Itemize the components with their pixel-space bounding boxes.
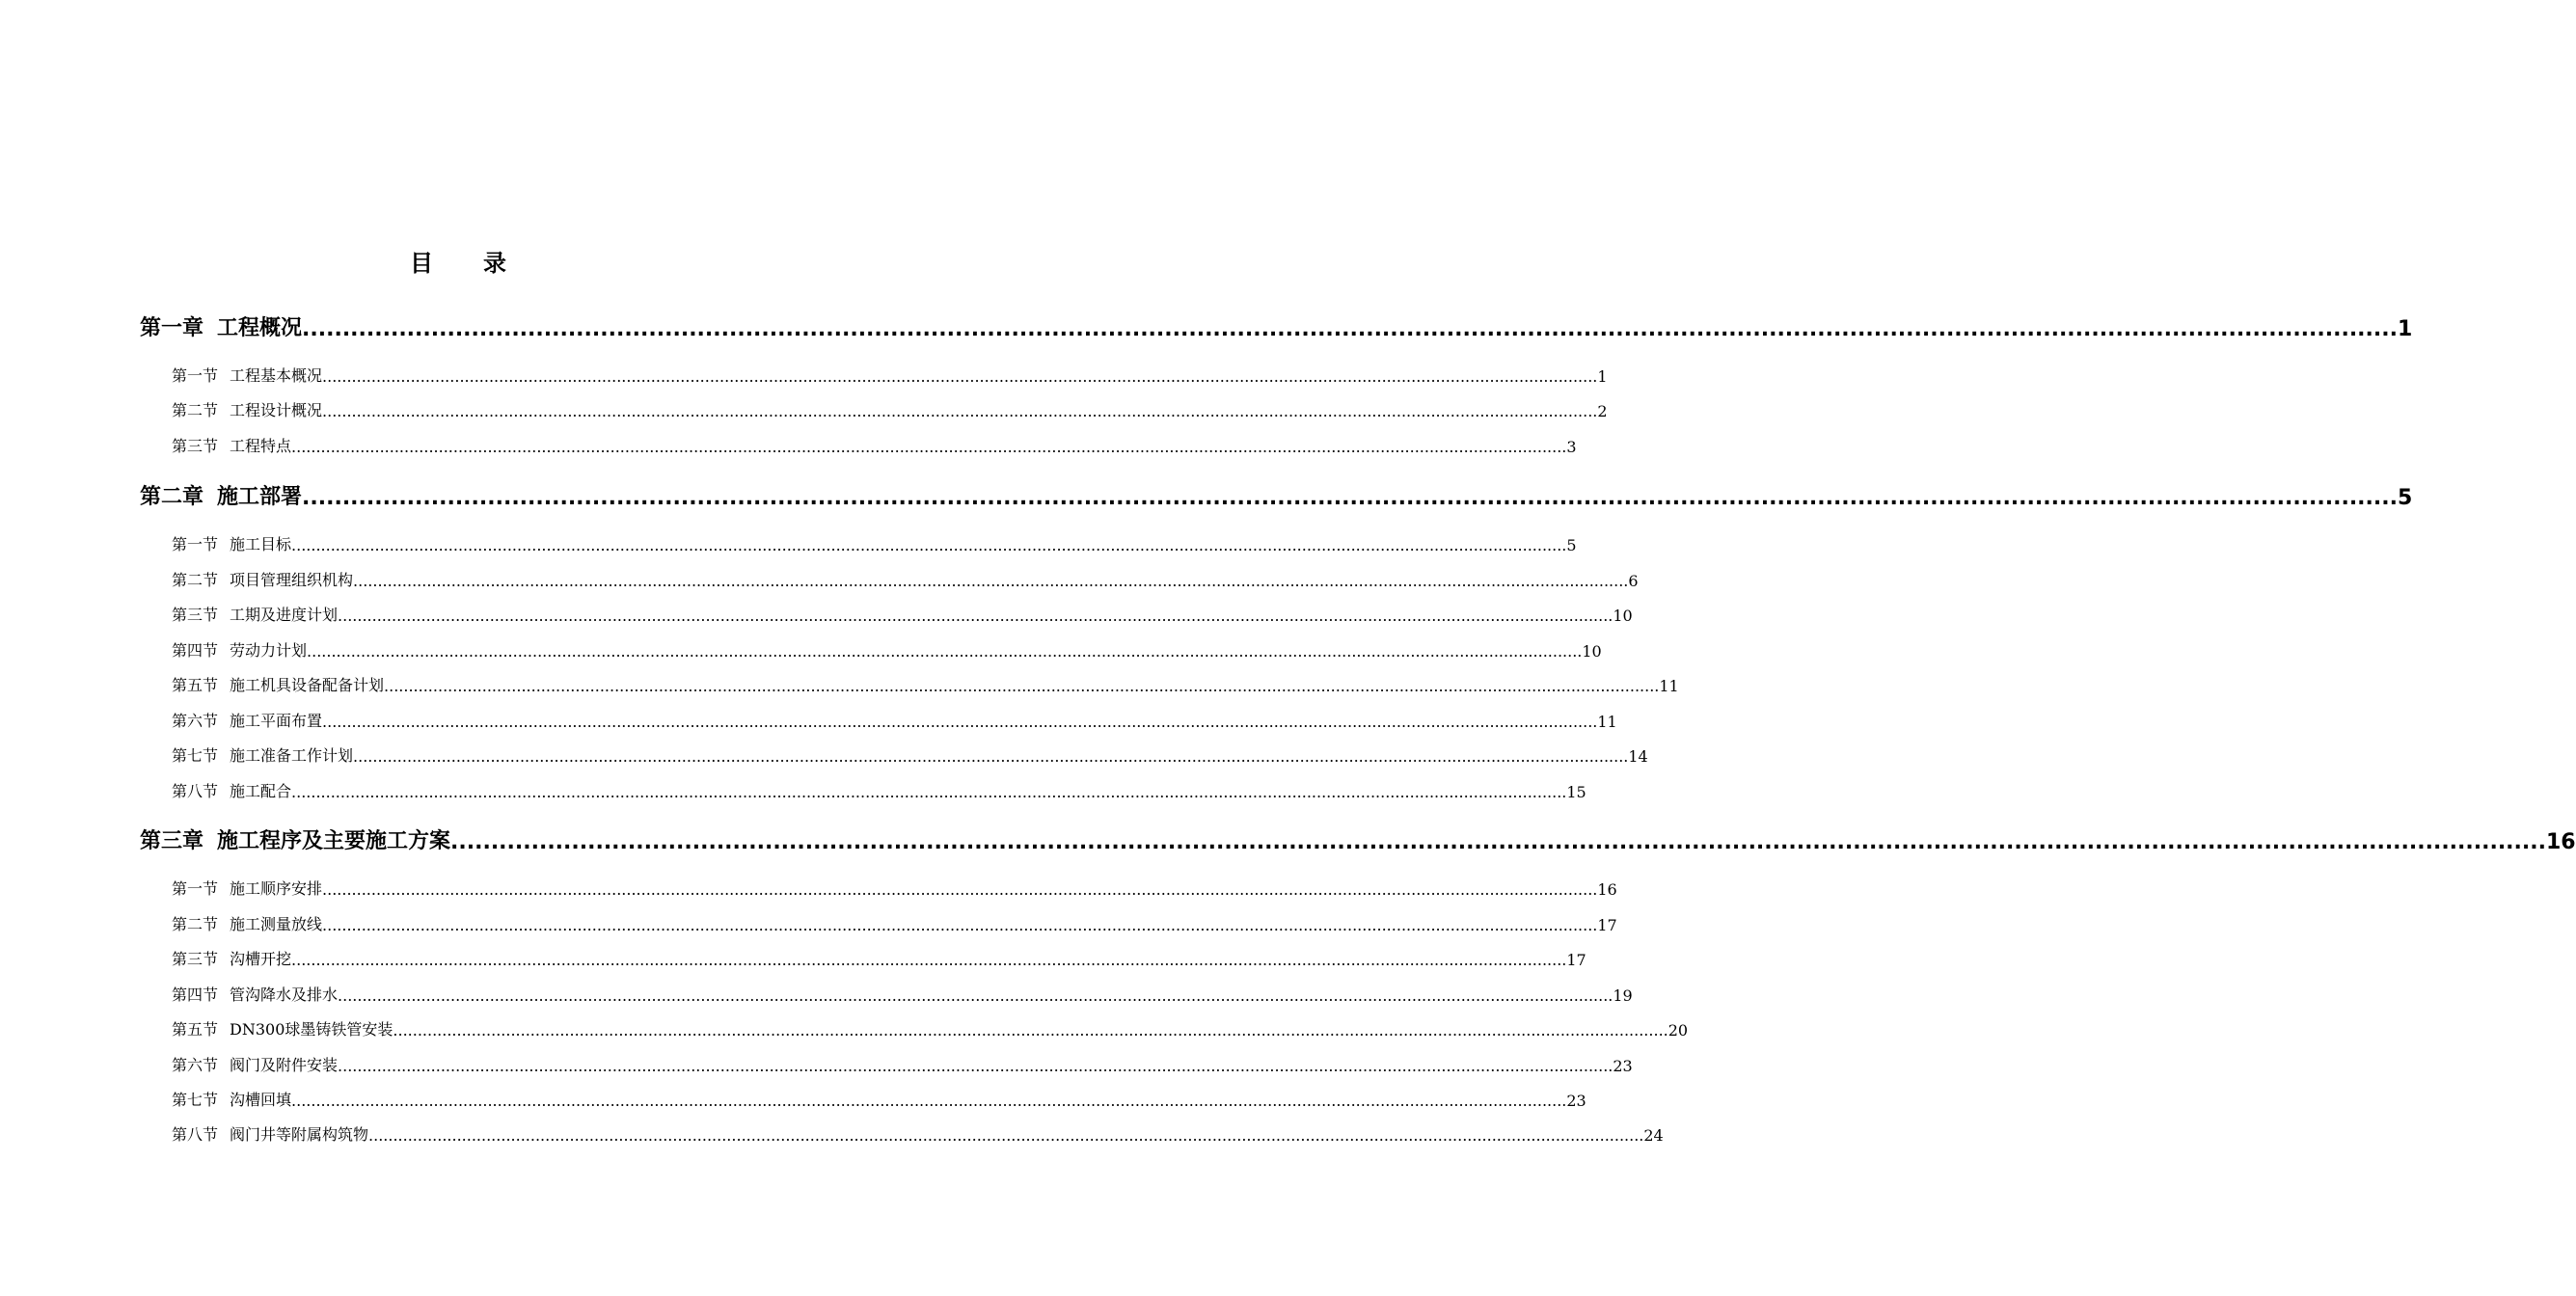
toc-section-3-4[interactable]: [172, 982, 1633, 1005]
dot-leader: ....................................................................................................................................................................................................................................................................: [338, 607, 1613, 625]
dot-leader: ....................................................................................................................................................................................................................................................................: [353, 572, 1629, 590]
section-label: 第二节 工程设计概况: [172, 401, 323, 419]
toc-section-2-4[interactable]: [172, 637, 1602, 661]
toc-section-2-5[interactable]: [172, 672, 1679, 695]
section-label: 第一节 施工顺序安排: [172, 879, 323, 898]
section-page-number: 10: [1613, 607, 1633, 625]
dot-leader: ....................................................................................................................................................................................................................................................................: [302, 317, 2398, 341]
dot-leader: ....................................................................................................................................................................................................................................................................: [384, 677, 1660, 695]
chapter-page-number: 1: [2397, 317, 2413, 341]
toc-section-3-1[interactable]: [172, 876, 1617, 899]
section-label: 第一节 施工目标: [172, 535, 292, 554]
section-label: 第二节 施工测量放线: [172, 915, 323, 933]
section-label: 第三节 工程特点: [172, 437, 292, 455]
dot-leader: ....................................................................................................................................................................................................................................................................: [322, 367, 1598, 386]
toc-section-1-1[interactable]: [172, 363, 1608, 386]
dot-leader: ....................................................................................................................................................................................................................................................................: [291, 951, 1567, 969]
dot-leader: ....................................................................................................................................................................................................................................................................: [307, 642, 1583, 661]
toc-title-right: 录: [483, 250, 506, 277]
dot-leader: ....................................................................................................................................................................................................................................................................: [291, 438, 1567, 456]
chapter-page-number: 5: [2397, 486, 2413, 510]
section-page-number: 23: [1566, 1092, 1586, 1110]
section-page-number: 5: [1566, 536, 1577, 554]
toc-chapter-1[interactable]: [140, 309, 2413, 341]
section-label: 第五节 DN300球墨铸铁管安装: [172, 1020, 393, 1039]
section-label: 第八节 施工配合: [172, 782, 292, 800]
section-label: 第六节 施工平面布置: [172, 712, 323, 730]
dot-leader: ....................................................................................................................................................................................................................................................................: [338, 1057, 1613, 1075]
toc-title: [0, 249, 916, 278]
toc-section-1-2[interactable]: [172, 397, 1608, 420]
dot-leader: ....................................................................................................................................................................................................................................................................: [368, 1126, 1644, 1145]
dot-leader: ....................................................................................................................................................................................................................................................................: [302, 486, 2398, 510]
section-page-number: 23: [1613, 1057, 1633, 1075]
dot-leader: ....................................................................................................................................................................................................................................................................: [353, 747, 1629, 766]
section-page-number: 16: [1597, 880, 1617, 899]
toc-section-3-5[interactable]: [172, 1016, 1689, 1040]
toc-section-3-6[interactable]: [172, 1052, 1633, 1075]
section-page-number: 11: [1597, 713, 1617, 731]
chapter-page-number: 16: [2545, 830, 2576, 854]
section-label: 第六节 阀门及附件安装: [172, 1056, 339, 1074]
section-page-number: 2: [1597, 402, 1608, 420]
section-page-number: 15: [1566, 783, 1586, 801]
section-page-number: 17: [1597, 916, 1617, 934]
chapter-label: 第一章 工程概况: [140, 316, 303, 340]
dot-leader: ....................................................................................................................................................................................................................................................................: [338, 986, 1613, 1005]
section-page-number: 1: [1597, 367, 1608, 386]
section-page-number: 10: [1582, 642, 1602, 661]
toc-section-3-3[interactable]: [172, 946, 1586, 969]
section-label: 第七节 沟槽回填: [172, 1091, 292, 1109]
dot-leader: ....................................................................................................................................................................................................................................................................: [322, 916, 1598, 934]
toc-section-1-3[interactable]: [172, 433, 1577, 456]
section-label: 第八节 阀门井等附属构筑物: [172, 1125, 369, 1144]
section-label: 第五节 施工机具设备配备计划: [172, 676, 385, 694]
toc-section-2-1[interactable]: [172, 531, 1577, 554]
chapter-label: 第二章 施工部署: [140, 485, 303, 509]
toc-section-2-3[interactable]: [172, 602, 1633, 625]
dot-leader: ....................................................................................................................................................................................................................................................................: [291, 536, 1567, 554]
section-page-number: 17: [1566, 951, 1586, 969]
section-page-number: 3: [1566, 438, 1577, 456]
toc-section-2-2[interactable]: [172, 567, 1639, 590]
toc-chapter-2[interactable]: [140, 477, 2413, 510]
chapter-label: 第三章 施工程序及主要施工方案: [140, 829, 451, 853]
section-label: 第二节 项目管理组织机构: [172, 571, 354, 589]
section-label: 第一节 工程基本概况: [172, 366, 323, 385]
section-page-number: 14: [1628, 747, 1648, 766]
section-label: 第七节 施工准备工作计划: [172, 746, 354, 765]
dot-leader: ....................................................................................................................................................................................................................................................................: [322, 713, 1598, 731]
section-page-number: 24: [1643, 1126, 1664, 1145]
dot-leader: ....................................................................................................................................................................................................................................................................: [291, 783, 1567, 801]
toc-section-3-8[interactable]: [172, 1121, 1664, 1145]
dot-leader: ....................................................................................................................................................................................................................................................................: [322, 402, 1598, 420]
toc-section-2-6[interactable]: [172, 708, 1617, 731]
section-page-number: 6: [1628, 572, 1639, 590]
section-label: 第四节 劳动力计划: [172, 641, 308, 660]
section-label: 第四节 管沟降水及排水: [172, 986, 339, 1004]
toc-chapter-3[interactable]: [140, 822, 2576, 854]
section-page-number: 20: [1668, 1021, 1689, 1040]
dot-leader: ....................................................................................................................................................................................................................................................................: [291, 1092, 1567, 1110]
section-label: 第三节 工期及进度计划: [172, 606, 339, 624]
toc-title-left: 目: [410, 250, 433, 277]
dot-leader: ....................................................................................................................................................................................................................................................................: [450, 830, 2546, 854]
toc-section-2-8[interactable]: [172, 778, 1586, 801]
toc-section-2-7[interactable]: [172, 742, 1648, 766]
toc-section-3-7[interactable]: [172, 1087, 1586, 1110]
dot-leader: ....................................................................................................................................................................................................................................................................: [322, 880, 1598, 899]
section-page-number: 19: [1613, 986, 1633, 1005]
toc-section-3-2[interactable]: [172, 911, 1617, 934]
section-label: 第三节 沟槽开挖: [172, 950, 292, 968]
section-page-number: 11: [1659, 677, 1679, 695]
dot-leader: ....................................................................................................................................................................................................................................................................: [393, 1021, 1668, 1040]
